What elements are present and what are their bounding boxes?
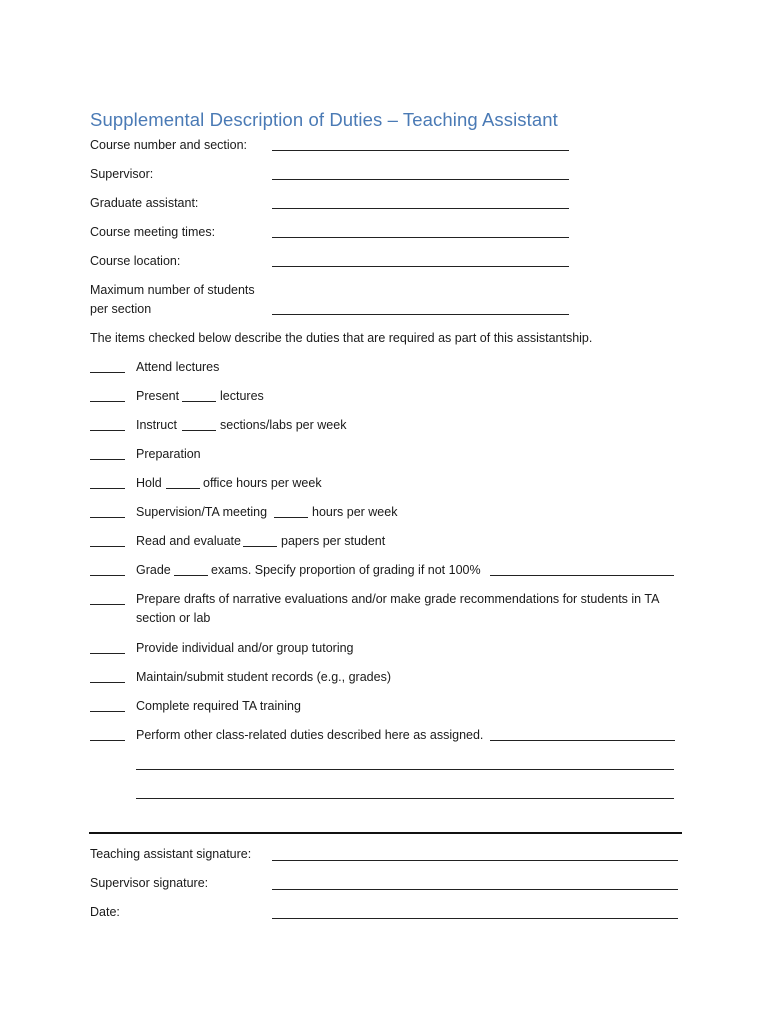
duty-label: Grade [136, 563, 171, 577]
duty-checkbox[interactable] [90, 546, 125, 547]
ta-signature-label: Teaching assistant signature: [90, 847, 252, 861]
supervisor-signature-field[interactable] [272, 889, 678, 890]
max-students-field[interactable] [272, 314, 569, 315]
page-title: Supplemental Description of Duties – Teaching Assistant [90, 109, 558, 130]
duty-label: Supervision/TA meeting [136, 505, 268, 519]
section-divider [89, 832, 682, 834]
grading-proportion-field[interactable] [490, 575, 674, 576]
duty-label: Perform other class-related duties described here as assigned. [136, 728, 484, 742]
duty-count-blank[interactable] [174, 575, 208, 576]
duty-label-suffix: sections/labs per week [220, 418, 347, 432]
duty-label: Attend lectures [136, 360, 220, 374]
ta-signature-field[interactable] [272, 860, 678, 861]
duty-checkbox[interactable] [90, 682, 125, 683]
duty-checkbox[interactable] [90, 740, 125, 741]
duty-label-suffix: lectures [220, 389, 264, 403]
supervisor-label: Supervisor: [90, 167, 154, 181]
course-number-field[interactable] [272, 150, 569, 151]
duty-count-blank[interactable] [182, 430, 216, 431]
max-students-label-line2: per section [90, 302, 152, 316]
duty-checkbox[interactable] [90, 517, 125, 518]
duty-label: Instruct [136, 418, 177, 432]
duty-label-suffix: papers per student [281, 534, 386, 548]
duty-label-suffix: hours per week [312, 505, 398, 519]
duty-label: Provide individual and/or group tutoring [136, 641, 354, 655]
duty-label: Read and evaluate [136, 534, 241, 548]
duty-label: Present [136, 389, 180, 403]
duty-label-suffix: office hours per week [203, 476, 322, 490]
graduate-assistant-label: Graduate assistant: [90, 196, 199, 210]
duty-count-blank[interactable] [274, 517, 308, 518]
duty-checkbox[interactable] [90, 711, 125, 712]
duty-checkbox[interactable] [90, 430, 125, 431]
other-duties-line[interactable] [136, 769, 674, 770]
supervisor-signature-label: Supervisor signature: [90, 876, 209, 890]
duty-checkbox[interactable] [90, 604, 125, 605]
duty-checkbox[interactable] [90, 459, 125, 460]
supervisor-field[interactable] [272, 179, 569, 180]
duty-label: Prepare drafts of narrative evaluations and/or make grade recommendations for students in TA [136, 592, 660, 606]
duty-checkbox[interactable] [90, 401, 125, 402]
duty-count-blank[interactable] [166, 488, 200, 489]
duty-label-suffix: exams. Specify proportion of grading if not 100% [211, 563, 481, 577]
duty-checkbox[interactable] [90, 653, 125, 654]
meeting-times-field[interactable] [272, 237, 569, 238]
other-duties-field[interactable] [490, 740, 675, 741]
meeting-times-label: Course meeting times: [90, 225, 216, 239]
duty-count-blank[interactable] [243, 546, 277, 547]
course-location-field[interactable] [272, 266, 569, 267]
duties-intro: The items checked below describe the duties that are required as part of this assistantship. [90, 331, 593, 345]
course-number-label: Course number and section: [90, 138, 248, 152]
duty-label: Hold [136, 476, 162, 490]
duty-checkbox[interactable] [90, 575, 125, 576]
duty-label: Preparation [136, 447, 201, 461]
duty-label-line2: section or lab [136, 611, 211, 625]
duty-count-blank[interactable] [182, 401, 216, 402]
duty-checkbox[interactable] [90, 372, 125, 373]
duty-checkbox[interactable] [90, 488, 125, 489]
other-duties-line[interactable] [136, 798, 674, 799]
max-students-label: Maximum number of students [90, 283, 255, 297]
date-label: Date: [90, 905, 120, 919]
graduate-assistant-field[interactable] [272, 208, 569, 209]
duty-label: Complete required TA training [136, 699, 301, 713]
date-field[interactable] [272, 918, 678, 919]
course-location-label: Course location: [90, 254, 181, 268]
duty-label: Maintain/submit student records (e.g., grades) [136, 670, 391, 684]
